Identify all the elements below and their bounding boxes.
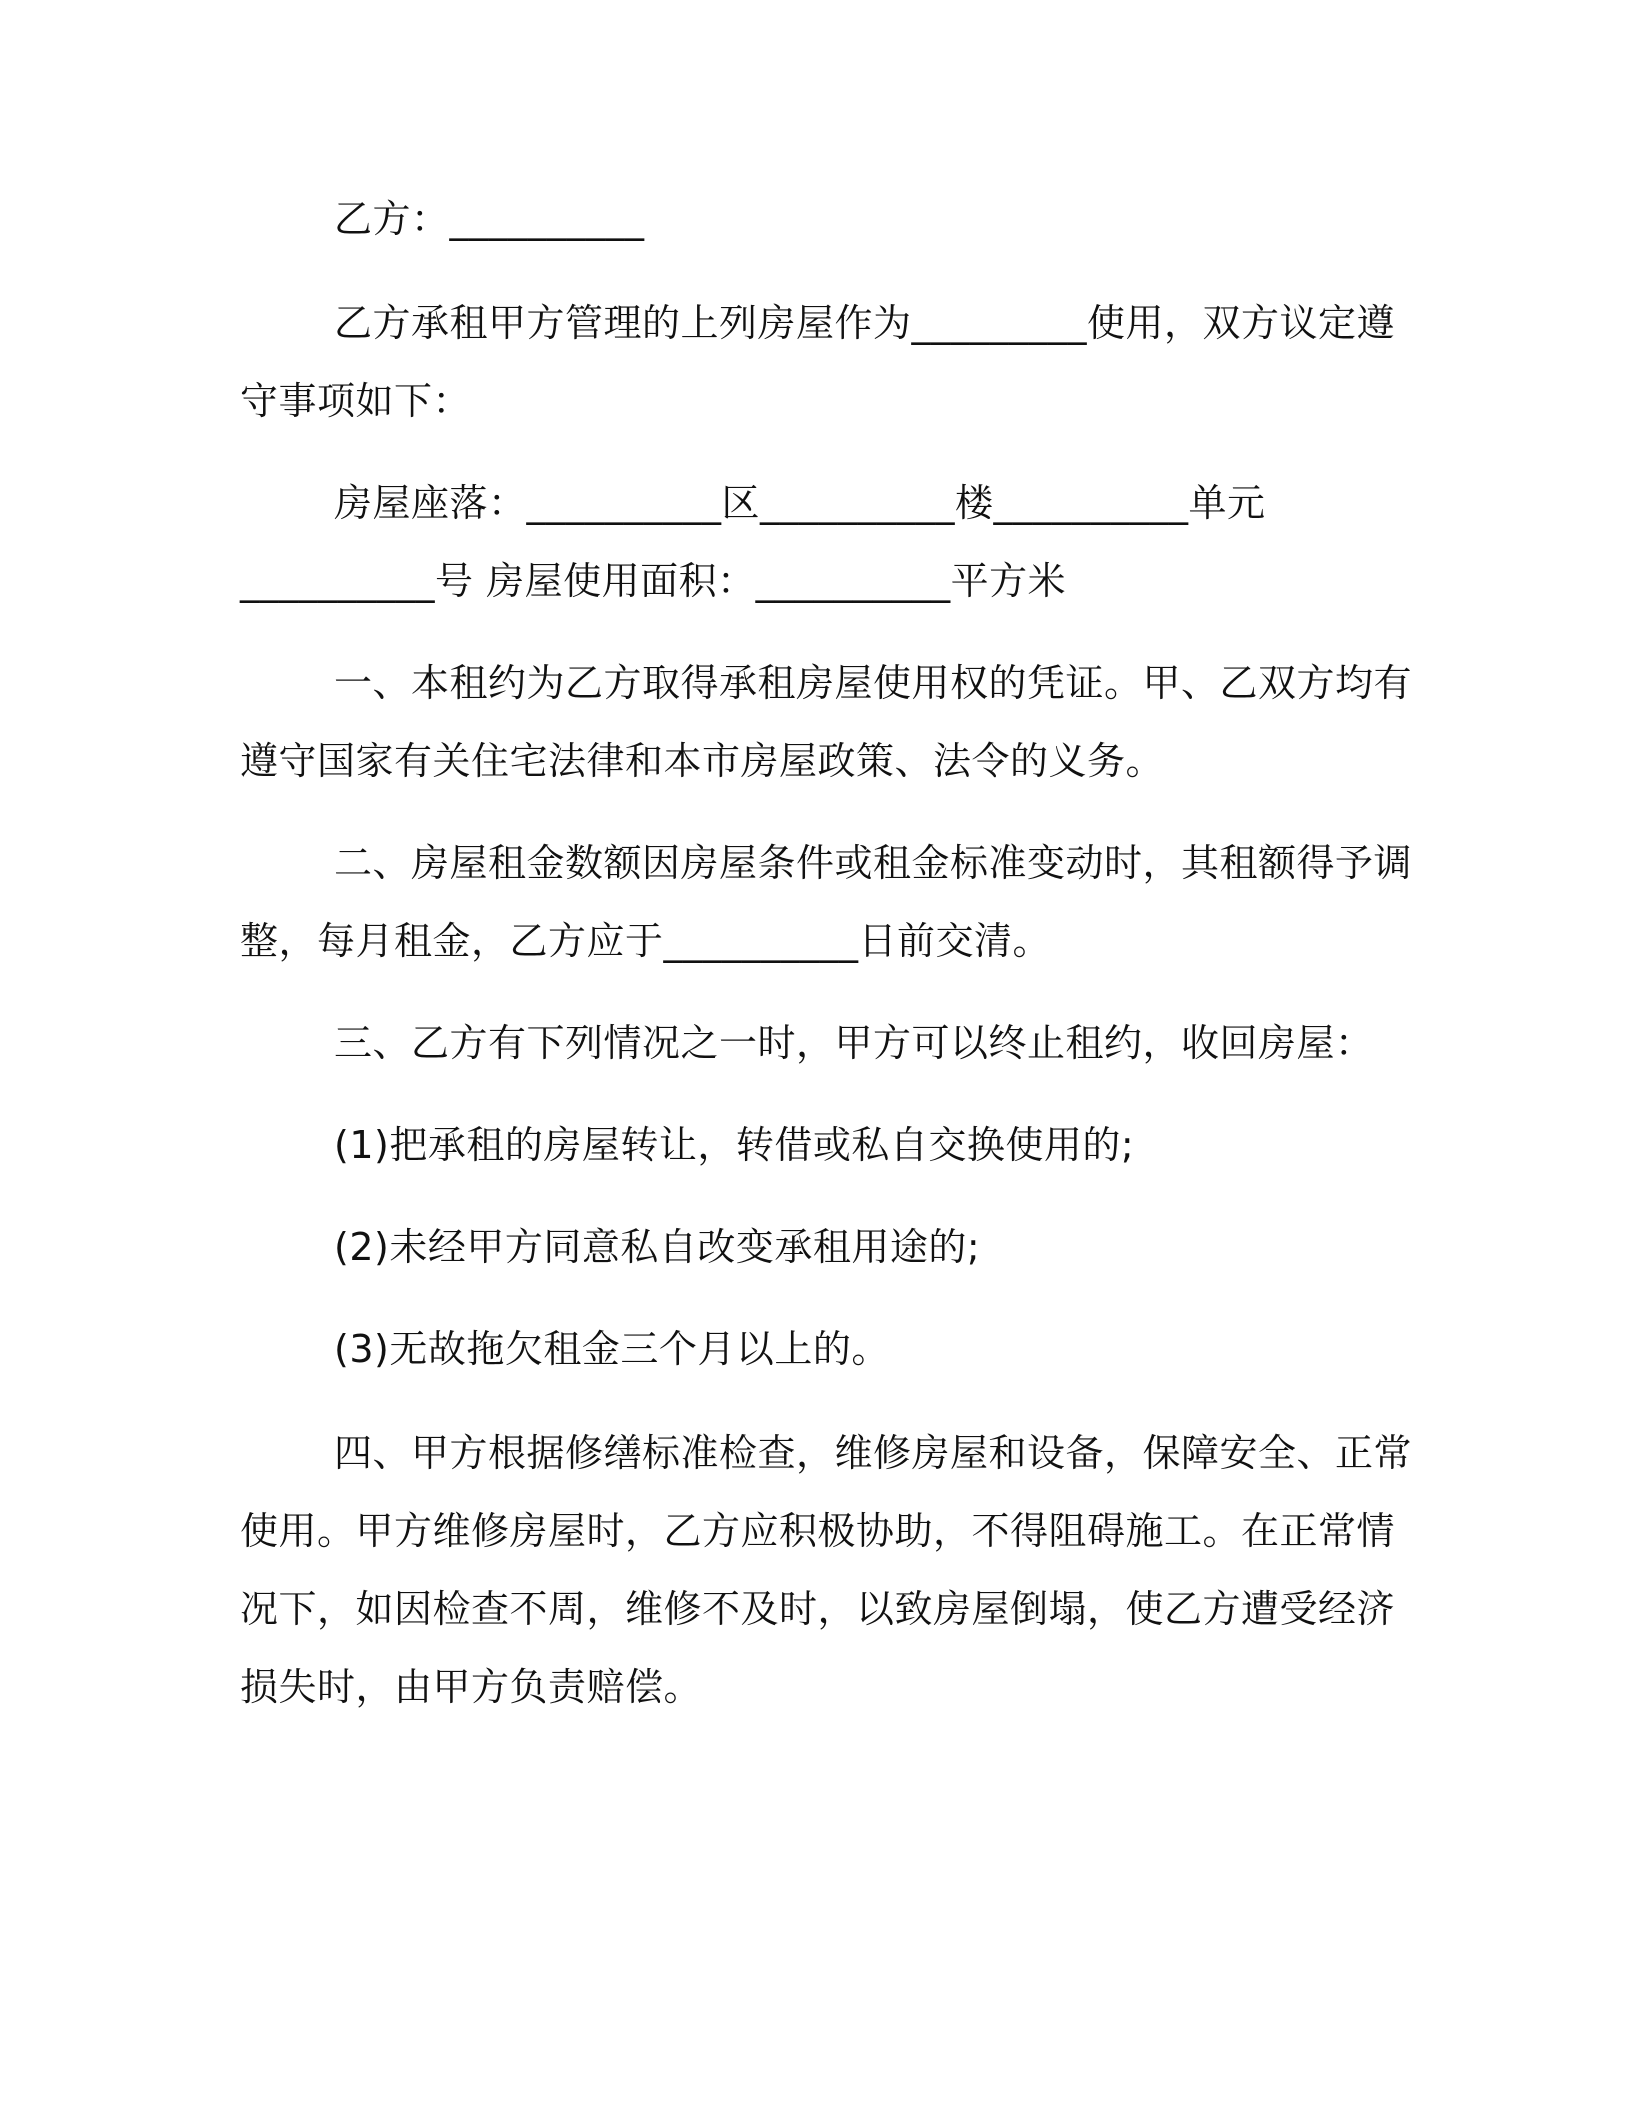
clause-4-line-2: 使用。甲方维修房屋时，乙方应积极协助，不得阻碍施工。在正常情 — [240, 1509, 1396, 1553]
party-b-paragraph — [240, 180, 1400, 258]
purpose-line-2: 守事项如下： — [240, 379, 472, 423]
clause-4-line-4: 损失时，由甲方负责赔偿。 — [240, 1665, 703, 1709]
item-2-paragraph — [240, 1208, 1400, 1286]
location-paragraph — [240, 464, 1400, 620]
clause-1-line-1: 一、本租约为乙方取得承租房屋使用权的凭证。甲、乙双方均有 — [334, 661, 1413, 705]
party-b-line: 乙方：__________ — [334, 197, 645, 241]
item-1-line: (1)把承租的房屋转让，转借或私自交换使用的; — [334, 1123, 1135, 1167]
item-3-line: (3)无故拖欠租金三个月以上的。 — [334, 1327, 890, 1371]
purpose-line-1: 乙方承租甲方管理的上列房屋作为_________使用，双方议定遵 — [334, 301, 1396, 345]
clause-3-line: 三、乙方有下列情况之一时，甲方可以终止租约，收回房屋： — [334, 1021, 1374, 1065]
item-1-paragraph — [240, 1106, 1400, 1184]
clause-1-line-2: 遵守国家有关住宅法律和本市房屋政策、法令的义务。 — [240, 739, 1165, 783]
clause-3-paragraph — [240, 1004, 1400, 1082]
location-line-2: __________号 房屋使用面积：__________平方米 — [240, 559, 1067, 603]
clause-4-line-1: 四、甲方根据修缮标准检查，维修房屋和设备，保障安全、正常 — [334, 1431, 1413, 1475]
purpose-paragraph — [240, 284, 1400, 440]
clause-2-paragraph — [240, 824, 1413, 980]
clause-4-paragraph — [240, 1414, 1413, 1726]
clause-4-line-3: 况下，如因检查不周，维修不及时，以致房屋倒塌，使乙方遭受经济 — [240, 1587, 1396, 1631]
location-line-1: 房屋座落：__________区__________楼__________单元 — [334, 481, 1266, 525]
item-2-line: (2)未经甲方同意私自改变承租用途的; — [334, 1225, 981, 1269]
clause-1-paragraph — [240, 644, 1413, 800]
item-3-paragraph — [240, 1310, 1400, 1388]
clause-2-line-1: 二、房屋租金数额因房屋条件或租金标准变动时，其租额得予调 — [334, 841, 1413, 885]
clause-2-line-2: 整，每月租金，乙方应于__________日前交清。 — [240, 919, 1052, 963]
